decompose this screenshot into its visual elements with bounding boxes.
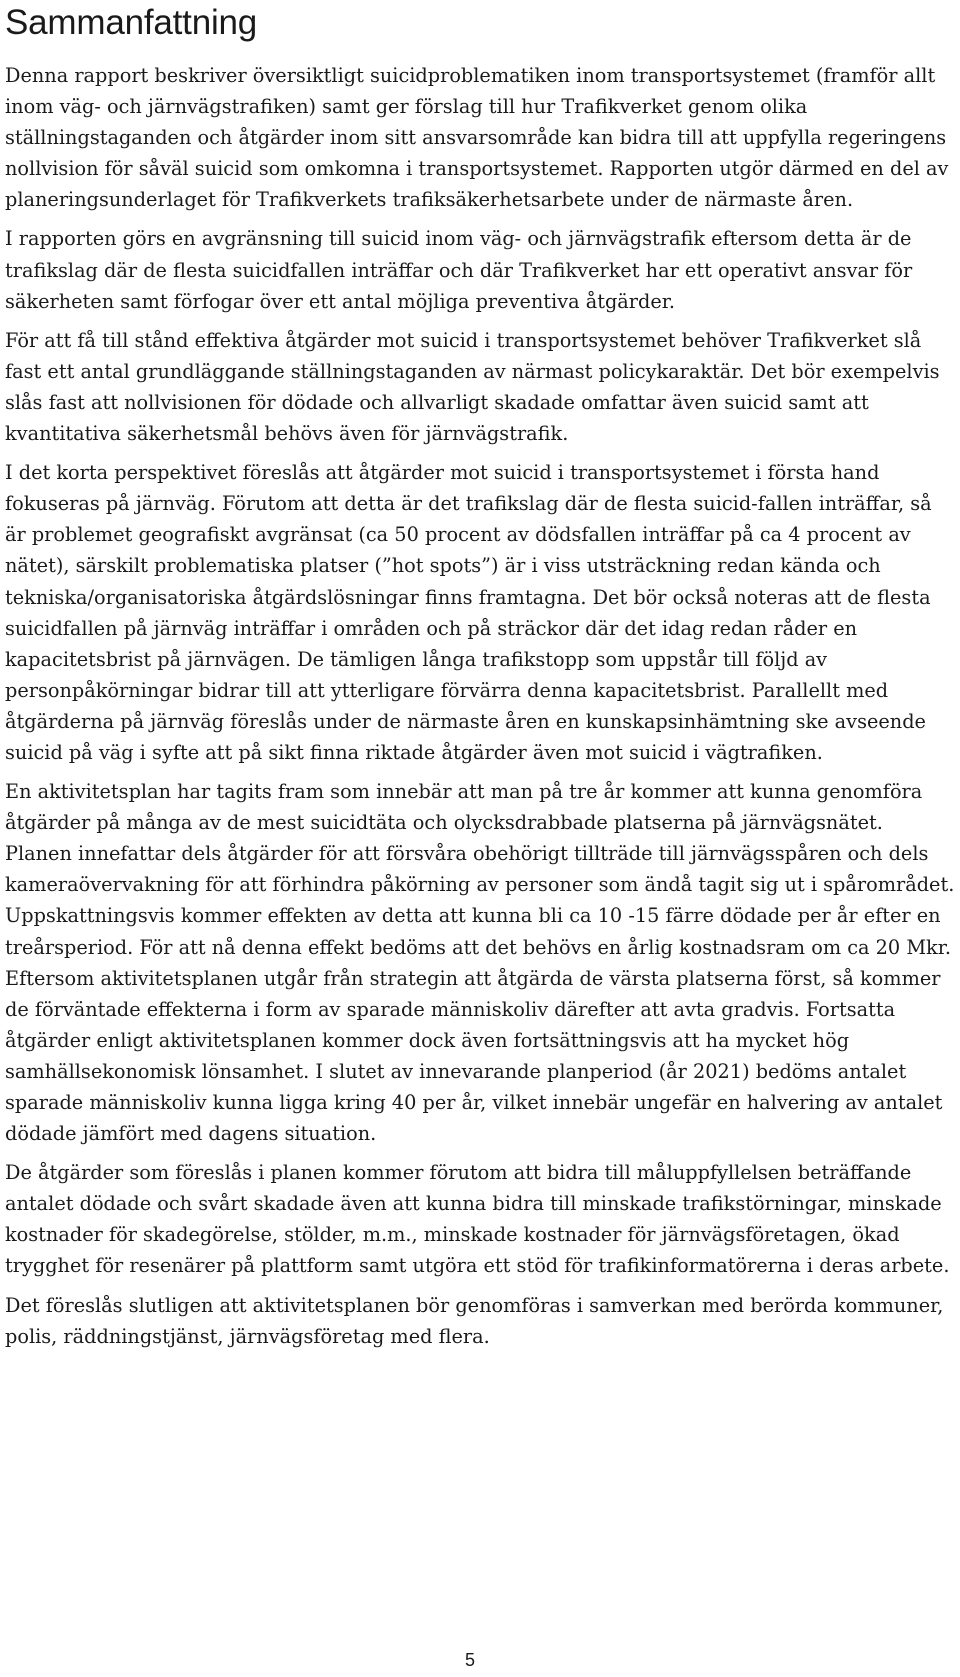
paragraph-action-plan: En aktivitetsplan har tagits fram som innebär att man på tre år kommer att kunna genomföra åtgärder på många av de mest suicidtäta och olycksdrabbade platserna på järnvägsnätet. Planen innefattar dels åtgärder för att försvåra obehörigt tillträde till järnvägsspåren och dels kameraövervakning för att förhindra påkörning av personer som ändå tagit sig ut i spårområdet. Uppskattningsvis kommer effekten av detta att kunna bli ca 10 -15 färre dödade per år efter en treårsperiod. För att nå denna effekt bedöms att det behövs en årlig kostnadsram om ca 20 Mkr. Eftersom aktivitetsplanen utgår från strategin att åtgärda de värsta platserna först, så kommer de förväntade effekterna i form av sparade människoliv därefter att avta gradvis. Fortsatta åtgärder enligt aktivitetsplanen kommer dock även fortsättningsvis att ha mycket hög samhällsekonomisk lönsamhet. I slutet av innevarande planperiod (år 2021) bedöms antalet sparade människoliv kunna ligga kring 40 per år, vilket innebär ungefär en halvering av antalet dödade jämfört med dagens situation. bbox=[5, 780, 955, 1146]
paragraph-conclusion: Det föreslås slutligen att aktivitetsplanen bör genomföras i samverkan med berörda kommuner, polis, räddningstjänst, järnvägsföretag med flera. bbox=[5, 1293, 944, 1348]
paragraph-policy: För att få till stånd effektiva åtgärder mot suicid i transportsystemet behöver Trafikverket slå fast ett antal grundläggande ställningstaganden av närmast policykaraktär. Det bör exempelvis slås fast att nollvisionen för dödade och allvarligt skadade omfattar även suicid samt att kvantitativa säkerhetsmål behövs även för järnvägstrafik. bbox=[5, 328, 940, 446]
page-title: Sammanfattning bbox=[5, 3, 258, 42]
paragraph-scope: I rapporten görs en avgränsning till suicid inom väg- och järnvägstrafik eftersom detta är de trafikslag där de flesta suicidfallen inträffar och där Trafikverket har ett operativt ansvar för säkerheten samt förfogar över ett antal möjliga preventiva åtgärder. bbox=[5, 227, 913, 313]
document-page bbox=[5, 0, 955, 1360]
paragraph-intro: Denna rapport beskriver översiktligt suicidproblematiken inom transportsystemet (framför allt inom väg- och järnvägstrafiken) samt ger förslag till hur Trafikverket genom olika ställningstaganden och åtgärder inom sitt ansvarsområde kan bidra till att uppfylla regeringens nollvision för såväl suicid som omkomna i transportsystemet. Rapporten utgör därmed en del av planeringsunderlaget för Trafikverkets trafiksäkerhetsarbete under de närmaste åren. bbox=[5, 64, 949, 212]
summary-body bbox=[5, 60, 955, 1352]
paragraph-benefits: De åtgärder som föreslås i planen kommer förutom att bidra till måluppfyllelsen beträffande antalet dödade och svårt skadade även att kunna bidra till minskade trafikstörningar, minskade kostnader för skadegörelse, stölder, m.m., minskade kostnader för järnvägsföretagen, ökad trygghet för resenärer på plattform samt utgöra ett stöd för trafikinformatörerna i deras arbete. bbox=[5, 1161, 950, 1278]
paragraph-railway-focus: I det korta perspektivet föreslås att åtgärder mot suicid i transportsystemet i första hand fokuseras på järnväg. Förutom att detta är det trafikslag där de flesta suicid-fallen inträffar, så är problemet geografiskt avgränsat (ca 50 procent av dödsfallen inträffar på ca 4 procent av nätet), särskilt problematiska platser (”hot spots”) är i viss utsträckning redan kända och tekniska/organisatoriska åtgärdslösningar finns framtagna. Det bör också noteras att de flesta suicidfallen på järnväg inträffar i områden och på sträckor där det idag redan råder en kapacitetsbrist på järnvägen. De tämligen långa trafikstopp som uppstår till följd av personpåkörningar bidrar till att ytterligare förvärra denna kapacitetsbrist. Parallellt med åtgärderna på järnväg föreslås under de närmaste åren en kunskapsinhämtning ske avseende suicid på väg i syfte att på sikt finna riktade åtgärder även mot suicid i vägtrafiken. bbox=[5, 461, 932, 764]
page-number: 5 bbox=[464, 1650, 475, 1670]
